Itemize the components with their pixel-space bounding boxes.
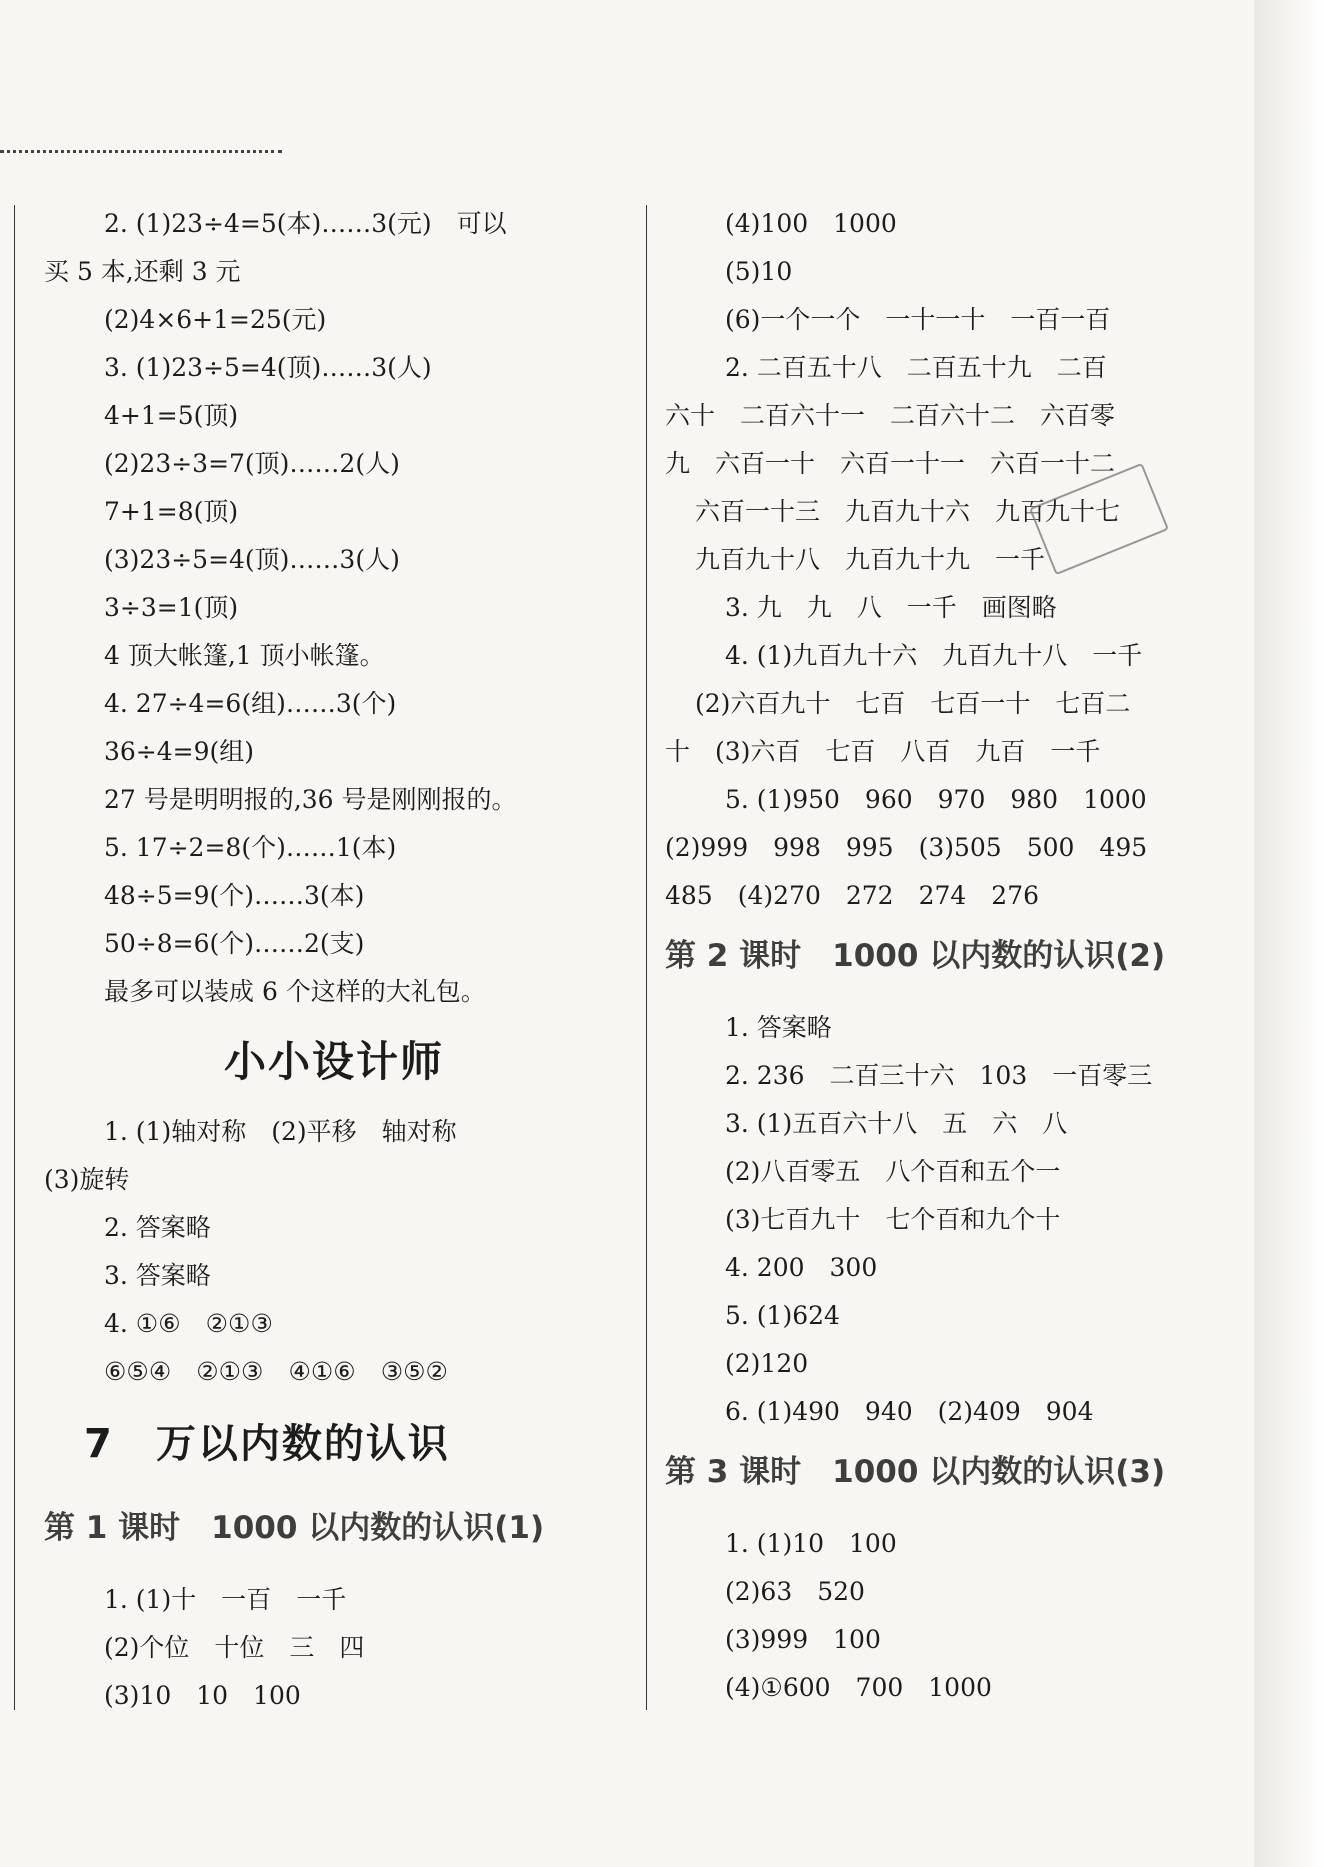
lesson-title: 第 2 课时 1000 以内数的认识(2) <box>665 938 1166 974</box>
page-edge <box>1254 0 1324 1867</box>
answer-line: (2)六百九十 七百 七百一十 七百二 <box>695 689 1131 718</box>
answer-line: 3÷3=1(顶) <box>104 593 239 622</box>
answer-line: 1. (1)轴对称 (2)平移 轴对称 <box>104 1117 457 1146</box>
answer-line: 4. ①⑥ ②①③ <box>104 1309 273 1338</box>
answer-line: 买 5 本,还剩 3 元 <box>44 257 241 286</box>
answer-line: (3)旋转 <box>44 1165 130 1194</box>
answer-line: 5. (1)950 960 970 980 1000 <box>725 785 1147 814</box>
answer-line: 6. (1)490 940 (2)409 904 <box>725 1397 1094 1426</box>
left-column <box>44 200 624 1720</box>
column-divider <box>646 205 647 1710</box>
answer-line: 4. 200 300 <box>725 1253 878 1282</box>
answer-line: 5. 17÷2=8(个)……1(本) <box>104 833 397 862</box>
answer-line: (6)一个一个 一十一十 一百一百 <box>725 305 1111 334</box>
answer-line: 九百九十八 九百九十九 一千 <box>695 545 1046 574</box>
answer-line: 六十 二百六十一 二百六十二 六百零 <box>665 401 1116 430</box>
answer-line: 3. (1)23÷5=4(顶)……3(人) <box>104 353 432 382</box>
answer-line: 2. 236 二百三十六 103 一百零三 <box>725 1061 1153 1090</box>
answer-line: 十 (3)六百 七百 八百 九百 一千 <box>665 737 1101 766</box>
section-title-designer: 小小设计师 <box>223 1037 444 1086</box>
lesson-title: 第 1 课时 1000 以内数的认识(1) <box>44 1510 545 1546</box>
answer-line: (2)4×6+1=25(元) <box>104 305 327 334</box>
answer-line: 2. (1)23÷4=5(本)……3(元) 可以 <box>104 209 507 238</box>
top-dotted-rule <box>0 150 282 153</box>
answer-line: 4 顶大帐篷,1 顶小帐篷。 <box>104 641 385 670</box>
answer-line: (3)999 100 <box>725 1625 881 1654</box>
answer-line: (2)23÷3=7(顶)……2(人) <box>104 449 400 478</box>
answer-line: (5)10 <box>725 257 793 286</box>
answer-line: 2. 答案略 <box>104 1213 211 1242</box>
answer-line: 1. (1)十 一百 一千 <box>104 1585 347 1614</box>
answer-line: 1. (1)10 100 <box>725 1529 897 1558</box>
answer-line: (3)23÷5=4(顶)……3(人) <box>104 545 400 574</box>
answer-line: (4)100 1000 <box>725 209 897 238</box>
answer-line: 4. (1)九百九十六 九百九十八 一千 <box>725 641 1143 670</box>
answer-line: 48÷5=9(个)……3(本) <box>104 881 365 910</box>
answer-line: (2)个位 十位 三 四 <box>104 1633 365 1662</box>
answer-line: 3. 九 九 八 一千 画图略 <box>725 593 1057 622</box>
answer-line: 最多可以装成 6 个这样的大礼包。 <box>104 977 486 1006</box>
answer-line: (3)七百九十 七个百和九个十 <box>725 1205 1061 1234</box>
answer-line: ⑥⑤④ ②①③ ④①⑥ ③⑤② <box>104 1357 448 1386</box>
answer-line: 六百一十三 九百九十六 九百九十七 <box>695 497 1121 526</box>
answer-line: 36÷4=9(组) <box>104 737 255 766</box>
answer-line: 3. (1)五百六十八 五 六 八 <box>725 1109 1068 1138</box>
answer-line: (2)63 520 <box>725 1577 865 1606</box>
answer-line: 3. 答案略 <box>104 1261 211 1290</box>
right-column <box>665 200 1255 1712</box>
answer-line: 5. (1)624 <box>725 1301 840 1330</box>
answer-line: 4+1=5(顶) <box>104 401 239 430</box>
answer-line: (4)①600 700 1000 <box>725 1673 992 1702</box>
answer-line: (3)10 10 100 <box>104 1681 301 1710</box>
lesson-title: 第 3 课时 1000 以内数的认识(3) <box>665 1454 1166 1490</box>
left-column-rule <box>14 205 15 1710</box>
answer-line: 7+1=8(顶) <box>104 497 239 526</box>
answer-line: 九 六百一十 六百一十一 六百一十二 <box>665 449 1116 478</box>
answer-line: 27 号是明明报的,36 号是刚刚报的。 <box>104 785 517 814</box>
answer-line: (2)120 <box>725 1349 809 1378</box>
answer-line: 1. 答案略 <box>725 1013 832 1042</box>
answer-line: 50÷8=6(个)……2(支) <box>104 929 365 958</box>
answer-line: (2)八百零五 八个百和五个一 <box>725 1157 1061 1186</box>
answer-line: 4. 27÷4=6(组)……3(个) <box>104 689 397 718</box>
unit-title: 7 万以内数的认识 <box>84 1421 450 1467</box>
answer-line: 2. 二百五十八 二百五十九 二百 <box>725 353 1107 382</box>
answer-line: 485 (4)270 272 274 276 <box>665 881 1039 910</box>
answer-line: (2)999 998 995 (3)505 500 495 <box>665 833 1148 862</box>
